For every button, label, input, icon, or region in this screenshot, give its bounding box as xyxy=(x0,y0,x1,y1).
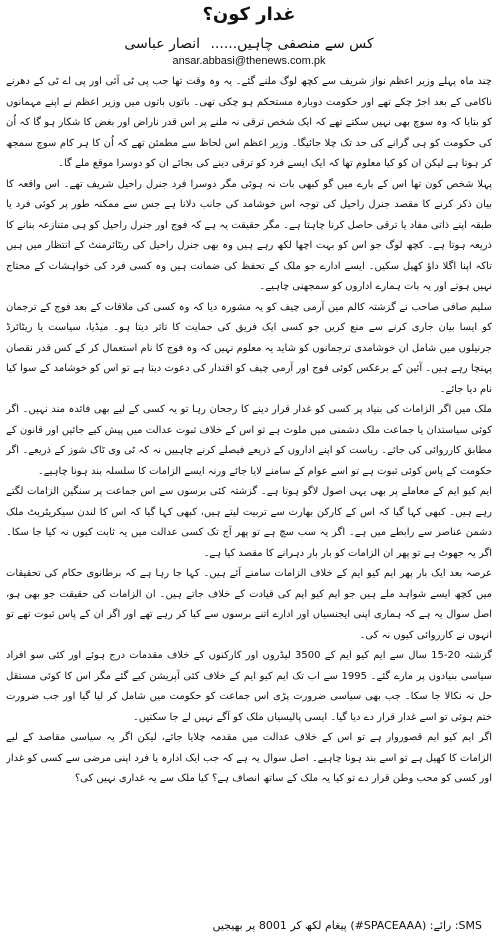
sms-suffix: پیغام لکھ کر 8001 پر بھیجیں xyxy=(212,919,347,932)
article-paragraph: ملک میں اگر الزامات کی بنیاد پر کسی کو غدار قرار دینے کا رجحان رہا تو یہ کسی کے لیے بھی فائدہ مند نہیں۔ اگر کوئی سیاستدان یا جماعت ملک دشمنی میں ملوث ہے تو اس کے خلاف ثبوت عدالت میں پیش کیے جائیں اور قانون کے مطابق کارروائی کی جائے۔ ریاست کو اپنے اداروں کے ذریعے فیصلے کرنے چاہییں نہ کہ ٹی وی ٹاک شوز کے ذریعے۔ اگر حکومت کے پاس کوئی ثبوت ہے تو اسے عوام کے سامنے لایا جائے ورنہ ایسے الزامات کا سلسلہ بند ہونا چاہیے۔ xyxy=(6,404,492,477)
article-subtitle: کس سے منصفی چاہیں...... xyxy=(210,36,374,52)
article-title: غدار کون؟ xyxy=(202,4,296,25)
author-name: انصار عباسی xyxy=(124,36,201,52)
article-paragraph: چند ماہ پہلے وزیر اعظم نواز شریف سے کچھ لوگ ملنے گئے۔ یہ وہ وقت تھا جب پی ٹی آئی اور پی اے ٹی کے دھرنے ناکامی کے بعد اجڑ چکے تھے اور حکومت دوبارہ مستحکم ہو چکی تھی۔ باتوں باتوں میں وزیر اعظم نے اپنے مہمانوں کو بتایا کہ وہ سوچ بھی نہیں سکتے تھے کہ ایک شخص ترقی نہ ملنے پر اس قدر ناراض اور بغض کا شکار ہو گا کہ اُن کی حکومت کو ہی گرانے کی حد تک چلا جائیگا۔ وزیر اعظم اس لحاظ سے مطمئن تھے کہ اُن کا ہر کام سوچ سمجھ کر ہوتا ہے لیکن ان کو کیا معلوم تھا کہ ایک ایسے فرد کو ترقی دینے کی بجائے ان کو دوسرا موقع ملے گا۔ xyxy=(6,76,492,169)
article-paragraph: اگر ایم کیو ایم قصوروار ہے تو اس کے خلاف عدالت میں مقدمہ چلایا جائے، لیکن اگر یہ سیاسی مقاصد کے لیے الزامات کا کھیل ہے تو اسے بند ہونا چاہیے۔ اصل سوال یہ ہے کہ جب ایک ادارہ یا فرد اپنی مرضی سے کسی کو غدار اور کسی کو محب وطن قرار دے تو کیا یہ ملک کے ساتھ انصاف ہے؟ کیا ملک سے یہ غداری نہیں کی؟ xyxy=(6,732,492,784)
article-paragraph: ایم کیو ایم کے معاملے پر بھی یہی اصول لاگو ہوتا ہے۔ گزشتہ کئی برسوں سے اس جماعت پر سنگین الزامات لگتے رہے ہیں۔ کبھی کہا گیا کہ اس کے کارکن بھارت سے تربیت لیتے ہیں، کبھی کہا گیا کہ اس کا لندن سیکریٹریٹ ملک دشمن عناصر سے رابطے میں ہے۔ اگر یہ سب سچ ہے تو پھر آج تک کسی عدالت میں یہ ثابت کیوں نہ کیا جا سکا۔ اگر یہ جھوٹ ہے تو پھر ان الزامات کو بار بار دہرانے کا مقصد کیا ہے۔ xyxy=(6,486,492,559)
article-paragraph: عرصہ بعد ایک بار پھر ایم کیو ایم کے خلاف الزامات سامنے آئے ہیں۔ کہا جا رہا ہے کہ برطانوی حکام کی تحقیقات میں کچھ ایسے شواہد ملے ہیں جو ایم کیو ایم کی قیادت کے خلاف جاتے ہیں۔ ان الزامات کی حقیقت جو بھی ہو، اصل سوال یہ ہے کہ ہماری اپنی ایجنسیاں اور ادارے اتنے برسوں سے کیا کر رہے تھے اور اگر ان کے پاس ثبوت تھے تو انہوں نے کارروائی کیوں نہ کی۔ xyxy=(6,568,492,641)
sms-footer xyxy=(6,918,482,934)
article-body xyxy=(6,72,492,908)
sms-code: (SPACEAAA#) xyxy=(350,919,427,932)
sms-prefix: SMS: رائے: xyxy=(429,919,482,932)
author-email: ansar.abbasi@thenews.com.pk xyxy=(172,55,326,67)
article-paragraph: سلیم صافی صاحب نے گزشتہ کالم میں آرمی چیف کو یہ مشورہ دیا کہ وہ کسی کی ملاقات کے بعد فوج کے ترجمان کو ایسا بیان جاری کرنے سے منع کریں جو کسی ایک فریق کی حمایت کا تاثر دیتا ہو۔ میڈیا، سیاست یا ریٹائرڈ جرنیلوں میں شامل ان خوشامدی ترجمانوں کو شاید یہ معلوم نہیں کہ وہ فوج کا نام استعمال کر کے کس قدر نقصان پہنچا رہے ہیں۔ آئین کے برعکس کوئی فوج اور آرمی چیف کو اقتدار کی دعوت دیتا ہے تو اس کو خوشامد کے سوا کیا نام دیا جائے۔ xyxy=(6,301,492,395)
article-paragraph: پہلا شخص کون تھا اس کے بارے میں گو کبھی بات نہ ہوئی مگر دوسرا فرد جنرل راحیل شریف تھے۔ اس واقعہ کا بیان ذکر کرنے کا مقصد جنرل راحیل کی توجہ اس خوشامد کی جانب دلانا ہے جس سے ممکنہ طور پر کوئی فرد یا طبقہ اپنے ذاتی مفاد یا ترقی حاصل کرنا چاہتا ہے۔ مگر حقیقت یہ ہے کہ فوج اور جنرل راحیل کو ہی متنازعہ بنانے کا ذریعہ ہوتا ہے۔ کچھ لوگ جو اس کو بہت اچھا لکھ رہے ہیں وہ بھی جنرل راحیل کی ریٹائرمنٹ کے انتظار میں ہیں تاکہ اپنا اگلا داؤ کھیل سکیں۔ ایسے ادارے جو ملک کے تحفظ کی ضمانت ہیں وہ کسی فرد کی خواہشات کے محتاج نہیں ہوتے اور یہ بات ہمارے اداروں کو سمجھنی چاہیے۔ xyxy=(6,178,492,292)
byline xyxy=(6,34,492,54)
article-paragraph: گزشتہ 20-15 سال سے ایم کیو ایم کے 3500 لیڈروں اور کارکنوں کے خلاف مقدمات درج ہوئے اور کئی سو افراد سیاسی بنیادوں پر مارے گئے۔ 1995 سے اب تک ایم کیو ایم کے خلاف کئی آپریشن کیے گئے مگر اس کا کوئی مستقل حل نہ نکالا جا سکا۔ جب بھی سیاسی ضرورت پڑی اس جماعت کو حکومت میں شامل کر لیا گیا اور جب ضرورت ختم ہوئی تو اسے غدار قرار دے دیا گیا۔ ایسی پالیسیاں ملک کو آگے نہیں لے جا سکتیں۔ xyxy=(6,650,492,723)
